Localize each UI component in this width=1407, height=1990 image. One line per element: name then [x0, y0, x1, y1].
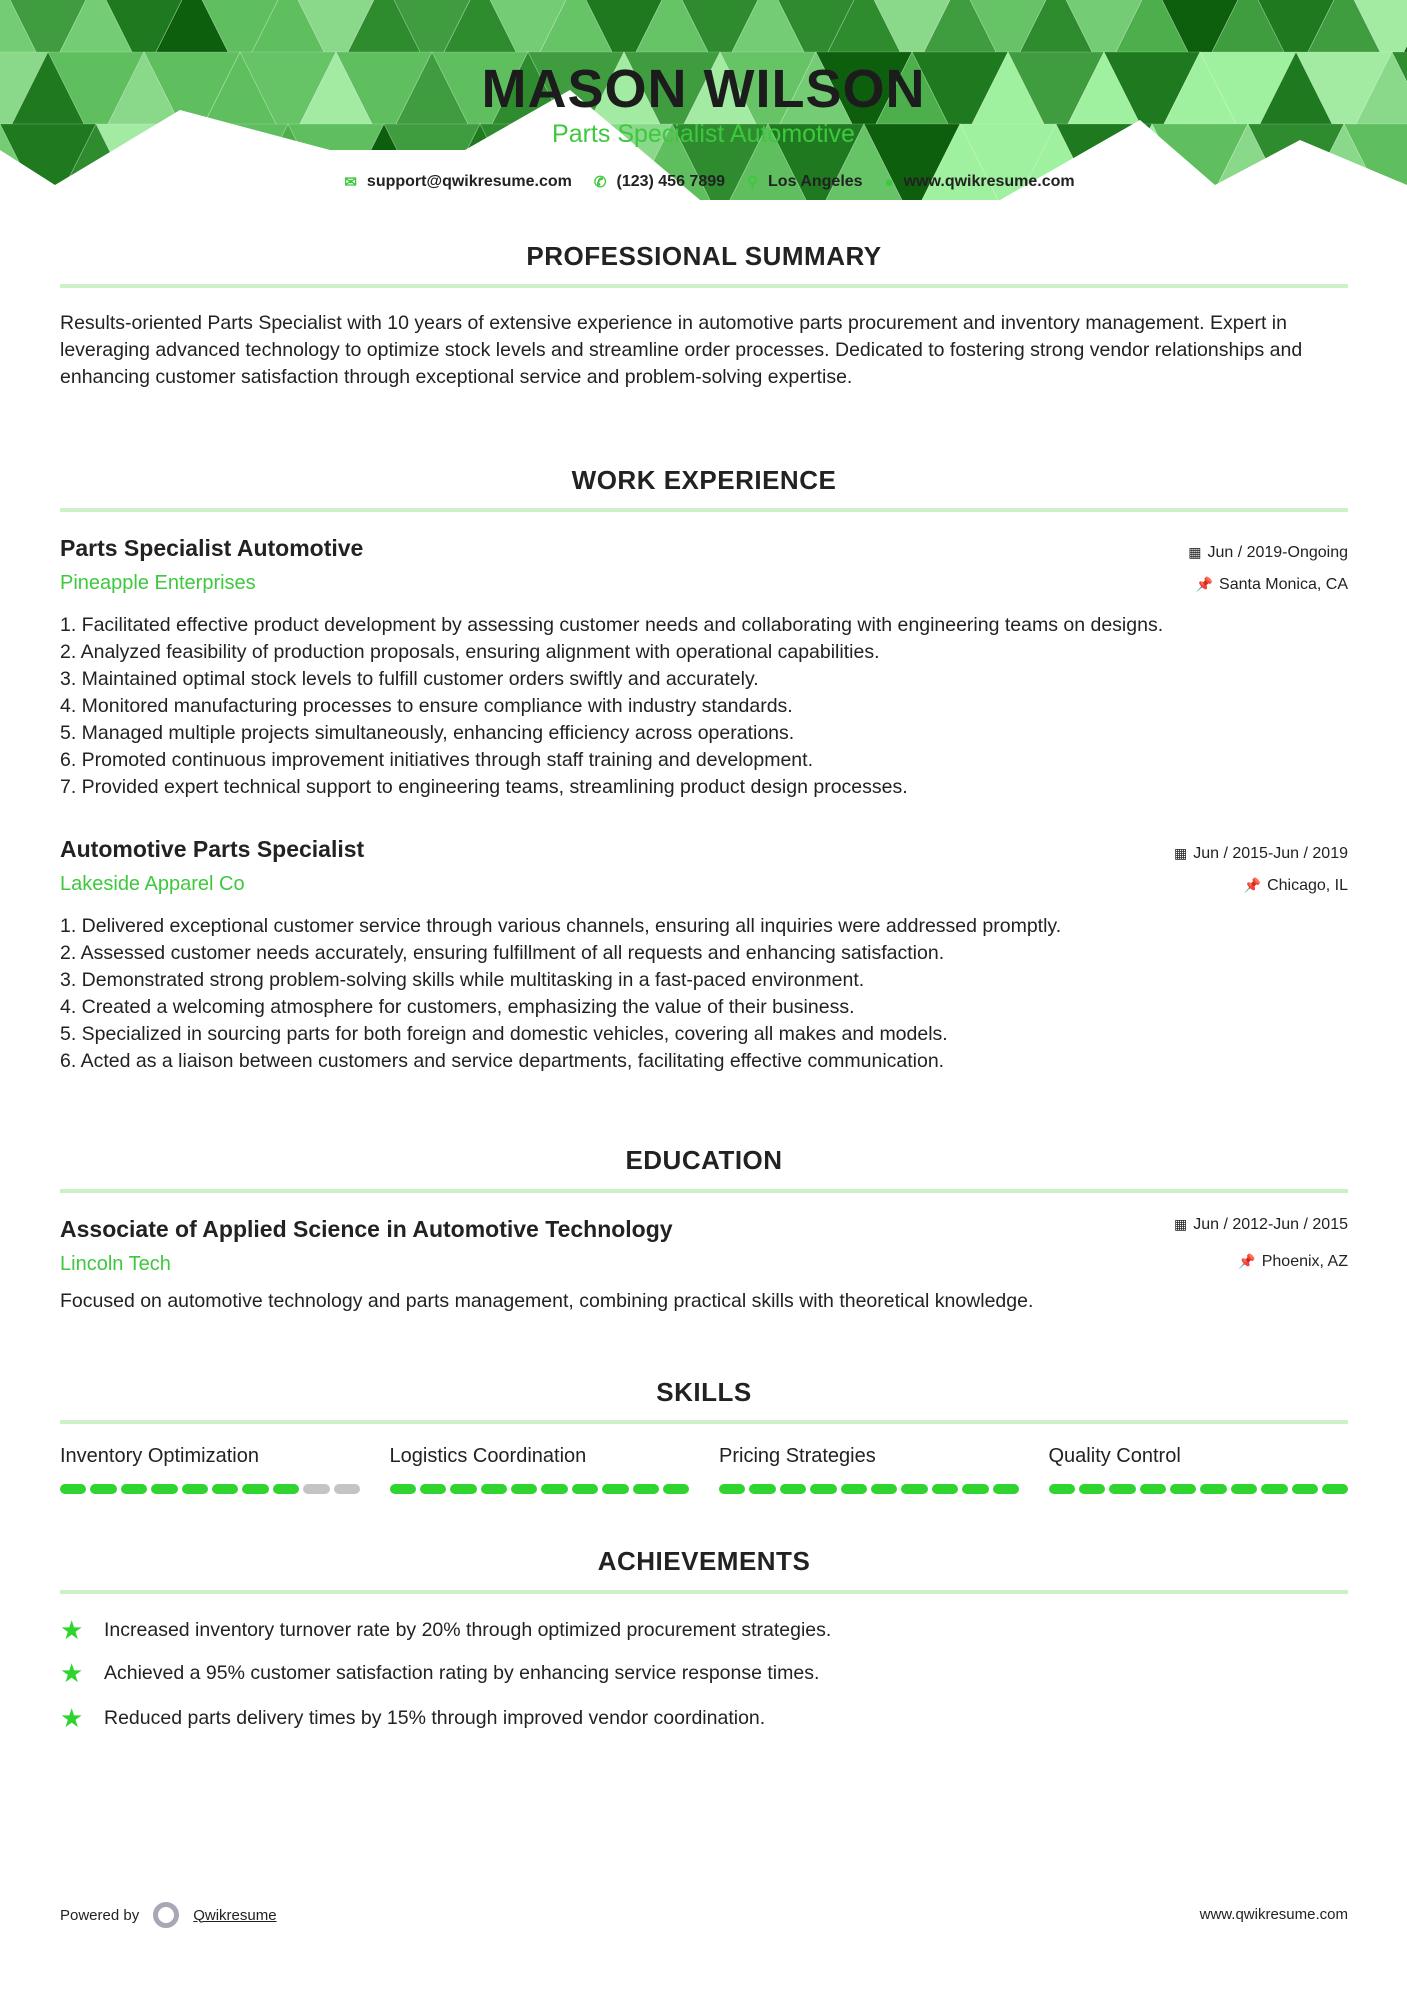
skill-level-dot [1109, 1484, 1135, 1494]
job-dates [1174, 845, 1348, 863]
list-item: 5. Managed multiple projects simultaneously, enhancing efficiency across operations. [60, 722, 795, 744]
calendar-icon: ▦ [1173, 1216, 1188, 1232]
skill-level-dot [719, 1484, 745, 1494]
candidate-title: Parts Specialist Automotive [552, 120, 855, 148]
skill-level-dot [633, 1484, 659, 1494]
achievement-item [60, 1615, 831, 1646]
school-name: Lincoln Tech [60, 1253, 171, 1275]
list-item: 3. Demonstrated strong problem-solving skills while multitasking in a fast-paced environment. [60, 969, 865, 991]
skill-item [60, 1445, 360, 1494]
skill-level-dot [932, 1484, 958, 1494]
skill-level-dot [60, 1484, 86, 1494]
degree-title: Associate of Applied Science in Automotive Technology [60, 1216, 673, 1242]
phone-icon: ✆ [593, 174, 607, 191]
skill-level-dot [273, 1484, 299, 1494]
skill-level-dot [993, 1484, 1019, 1494]
skill-level-bar [1049, 1484, 1349, 1494]
skill-level-bar [390, 1484, 690, 1494]
pushpin-icon: 📌 [1243, 877, 1262, 893]
skill-item [719, 1445, 1019, 1494]
list-item: 4. Created a welcoming atmosphere for customers, emphasizing the value of their business. [60, 996, 855, 1018]
skill-level-dot [151, 1484, 177, 1494]
skill-level-dot [841, 1484, 867, 1494]
skill-level-dot [572, 1484, 598, 1494]
list-item: 1. Facilitated effective product development by assessing customer needs and collaborating with engineering teams on designs. [60, 614, 1164, 636]
skill-level-dot [810, 1484, 836, 1494]
calendar-icon: ▦ [1188, 544, 1202, 560]
education-location-text: Phoenix, AZ [1261, 1253, 1348, 1270]
skill-level-dot [90, 1484, 116, 1494]
education-location [1238, 1253, 1348, 1271]
achievements-heading: ACHIEVEMENTS [597, 1546, 811, 1576]
skill-item [390, 1445, 690, 1494]
section-divider [60, 1189, 1348, 1193]
skill-level-dot [481, 1484, 507, 1494]
list-item: 7. Provided expert technical support to engineering teams, streamlining product design processes. [60, 776, 908, 798]
job-location-text: Chicago, IL [1267, 877, 1348, 894]
skill-level-bar [719, 1484, 1019, 1494]
list-item: 6. Promoted continuous improvement initiatives through staff training and development. [60, 749, 813, 771]
skill-name: Quality Control [1048, 1445, 1181, 1467]
list-item: 2. Analyzed feasibility of production proposals, ensuring alignment with operational capabilities. [60, 641, 880, 663]
skill-level-dot [749, 1484, 775, 1494]
achievement-text: Reduced parts delivery times by 15% through improved vendor coordination. [104, 1707, 766, 1729]
skill-level-dot [1292, 1484, 1318, 1494]
list-item: 2. Assessed customer needs accurately, ensuring fulfillment of all requests and enhancing satisfaction. [60, 942, 945, 964]
job-dates [1188, 544, 1348, 562]
summary-heading: PROFESSIONAL SUMMARY [526, 241, 882, 271]
job-location [1244, 877, 1348, 895]
job-company: Pineapple Enterprises [60, 572, 256, 594]
skill-level-dot [182, 1484, 208, 1494]
skill-name: Pricing Strategies [719, 1445, 876, 1467]
achievement-item [60, 1658, 819, 1689]
job-title: Parts Specialist Automotive [60, 535, 364, 561]
skill-level-dot [780, 1484, 806, 1494]
contact-phone: (123) 456 7899 [616, 173, 726, 190]
powered-by-label: Powered by [60, 1906, 140, 1924]
skill-level-dot [511, 1484, 537, 1494]
skill-level-dot [541, 1484, 567, 1494]
skill-level-dot [1170, 1484, 1196, 1494]
skill-level-dot [602, 1484, 628, 1494]
job-dates-text: Jun / 2015-Jun / 2019 [1193, 845, 1348, 862]
pushpin-icon: 📌 [1238, 1253, 1256, 1269]
footer-website[interactable]: www.qwikresume.com [1199, 1906, 1348, 1923]
section-divider [60, 1590, 1348, 1594]
qwikresume-logo-icon [153, 1902, 179, 1928]
skill-level-dot [1200, 1484, 1226, 1494]
skill-level-dot [334, 1484, 360, 1494]
list-item: 1. Delivered exceptional customer service through various channels, ensuring all inquiries were addressed promptly. [60, 915, 1062, 937]
star-icon: ★ [60, 1615, 84, 1645]
skill-item [1049, 1445, 1349, 1494]
skill-level-dot [121, 1484, 147, 1494]
job-title: Automotive Parts Specialist [60, 836, 365, 862]
skill-level-dot [1261, 1484, 1287, 1494]
list-item: 3. Maintained optimal stock levels to fulfill customer orders swiftly and accurately. [60, 668, 759, 690]
contact-location: Los Angeles [768, 173, 863, 190]
job-bullets [60, 913, 1360, 1075]
job-dates-text: Jun / 2019-Ongoing [1207, 544, 1348, 561]
skill-level-dot [1049, 1484, 1075, 1494]
job-location [1196, 576, 1348, 594]
list-item: 4. Monitored manufacturing processes to ensure compliance with industry standards. [60, 695, 793, 717]
achievement-text: Achieved a 95% customer satisfaction rating by enhancing service response times. [104, 1662, 820, 1684]
skill-level-dot [663, 1484, 689, 1494]
skill-level-dot [901, 1484, 927, 1494]
summary-text: Results-oriented Parts Specialist with 10 years of extensive experience in automotive parts procurement and inventory management. Expert in leveraging advanced technology to optimize stock levels and streamline order processes. Dedicated to fostering strong vendor relationships and enhancing customer satisfaction through exceptional service and problem-solving expertise. [60, 312, 1303, 388]
list-item: 6. Acted as a liaison between customers and service departments, facilitating effective communication. [60, 1050, 945, 1072]
job-bullets [60, 612, 1360, 801]
achievement-item [60, 1703, 765, 1734]
location-pin-icon: ⚲ [747, 174, 759, 191]
skill-level-dot [420, 1484, 446, 1494]
section-divider [60, 1420, 1348, 1424]
pushpin-icon: 📌 [1195, 576, 1214, 592]
star-icon: ★ [60, 1658, 84, 1688]
experience-heading: WORK EXPERIENCE [571, 465, 837, 495]
skill-level-bar [60, 1484, 360, 1494]
skill-level-dot [212, 1484, 238, 1494]
skill-level-dot [303, 1484, 329, 1494]
skill-level-dot [1322, 1484, 1348, 1494]
qwikresume-link[interactable]: Qwikresume [193, 1906, 277, 1924]
star-icon: ★ [60, 1703, 84, 1733]
skills-heading: SKILLS [656, 1377, 752, 1407]
education-description: Focused on automotive technology and parts management, combining practical skills with theoretical knowledge. [60, 1290, 1034, 1312]
job-company: Lakeside Apparel Co [60, 873, 245, 895]
skill-level-dot [1140, 1484, 1166, 1494]
list-item: 5. Specialized in sourcing parts for both foreign and domestic vehicles, covering all makes and models. [60, 1023, 948, 1045]
skill-level-dot [962, 1484, 988, 1494]
skill-level-dot [450, 1484, 476, 1494]
calendar-icon: ▦ [1173, 845, 1188, 861]
achievement-text: Increased inventory turnover rate by 20% through optimized procurement strategies. [104, 1619, 832, 1641]
section-divider [60, 508, 1348, 512]
skill-level-dot [390, 1484, 416, 1494]
skill-level-dot [1231, 1484, 1257, 1494]
education-dates-text: Jun / 2012-Jun / 2015 [1193, 1216, 1348, 1233]
footer-powered [60, 1902, 277, 1928]
candidate-name: MASON WILSON [481, 59, 926, 119]
skill-name: Logistics Coordination [389, 1445, 587, 1467]
skill-level-dot [871, 1484, 897, 1494]
education-heading: EDUCATION [625, 1145, 783, 1175]
education-dates [1174, 1216, 1348, 1234]
contact-email[interactable]: support@qwikresume.com [366, 173, 572, 190]
contact-website[interactable]: www.qwikresume.com [903, 173, 1075, 190]
skill-name: Inventory Optimization [60, 1445, 259, 1467]
email-icon: ✉ [344, 174, 357, 191]
section-divider [60, 284, 1348, 288]
job-location-text: Santa Monica, CA [1219, 576, 1348, 593]
skill-level-dot [242, 1484, 268, 1494]
contact-bar [0, 173, 1407, 191]
skill-level-dot [1079, 1484, 1105, 1494]
globe-icon: ● [884, 173, 894, 191]
